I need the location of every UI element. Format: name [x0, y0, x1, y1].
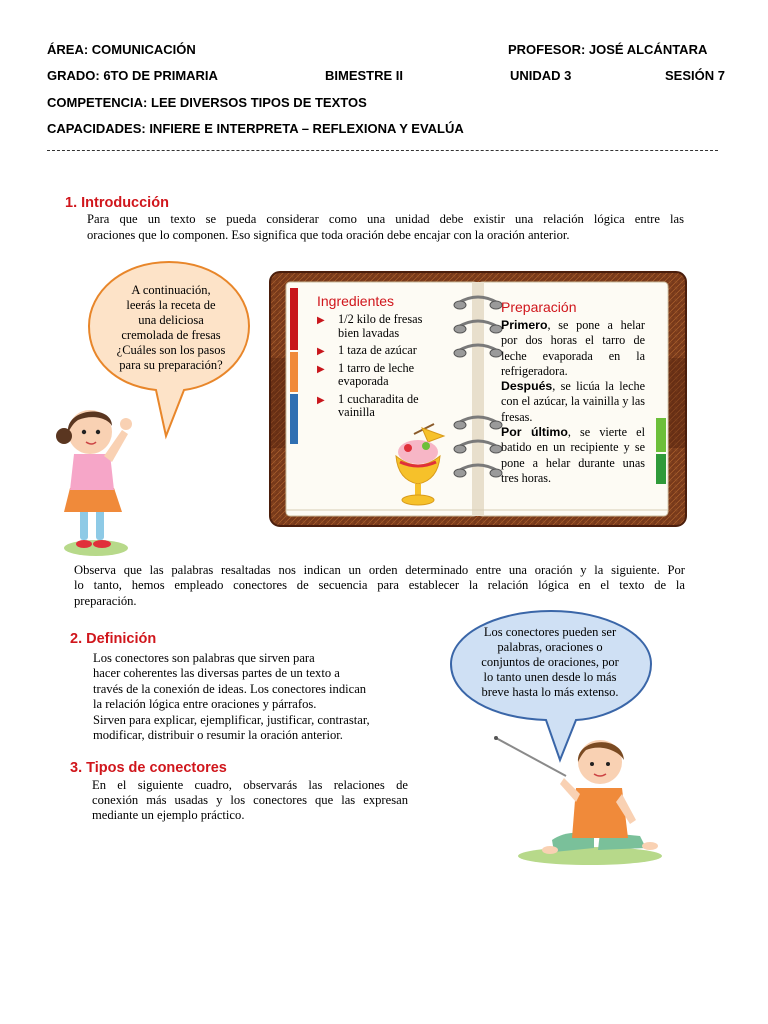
ingredients-list	[316, 313, 440, 424]
girl-pointing-illustration	[52, 396, 144, 561]
definicion-line: hacer coherentes las diversas partes de un texto a	[93, 666, 340, 681]
ice-cream-cup-illustration	[384, 422, 454, 508]
tipos-paragraph-end	[92, 808, 408, 823]
header-grado: GRADO: 6TO DE PRIMARIA	[47, 68, 218, 83]
ring-binder-icon	[452, 283, 504, 501]
ingredient-text: 1 cucharadita de vainilla	[338, 391, 419, 419]
intro-line: Para que un texto se pueda considerar como una unidad debe existir una relación lógica entre las	[87, 212, 684, 226]
bullet-icon: ▶	[317, 315, 325, 326]
header-profesor: PROFESOR: JOSÉ ALCÁNTARA	[508, 42, 708, 57]
step-connector: Por último	[501, 425, 568, 440]
header-sesion: SESIÓN 7	[665, 68, 725, 83]
tipos-line: conexión más usadas y los conectores que las expresan	[92, 793, 408, 808]
observa-paragraph	[74, 563, 685, 594]
step-connector: Después	[501, 379, 553, 394]
bubble-right-text	[460, 625, 640, 700]
preparation-step	[501, 379, 645, 425]
bubble-left-line: para su preparación?	[119, 358, 223, 372]
step-text: , se vierte el batido en un recipiente y se pone a helar durante unas tres horas.	[501, 425, 645, 485]
bubble-right-line: breve hasta lo más extenso.	[481, 685, 619, 699]
bubble-right-line: palabras, oraciones o	[497, 640, 603, 654]
step-text: , se pone a helar por dos horas el tarro de leche evaporada en la refrigeradora.	[501, 318, 645, 378]
bullet-icon: ▶	[317, 346, 325, 357]
ingredient-text: 1/2 kilo de fresas bien lavadas	[338, 312, 423, 340]
preparation-step	[501, 425, 645, 486]
preparation-steps	[501, 318, 645, 486]
step-connector: Primero	[501, 318, 548, 332]
bullet-icon: ▶	[317, 394, 325, 406]
observa-line: lo tanto, hemos empleado conectores de secuencia para establecer la relación lógica en el texto de la	[74, 578, 685, 593]
preparation-step	[501, 318, 645, 379]
bubble-left-line: A continuación,	[131, 283, 211, 297]
tipos-line: En el siguiente cuadro, observarás las relaciones de	[92, 778, 408, 792]
header-unidad: UNIDAD 3	[510, 68, 572, 83]
intro-line: oraciones que lo componen. Eso significa que toda oración debe encajar con la oración anterior.	[87, 228, 570, 242]
bubble-right-line: conjuntos de oraciones, por	[481, 655, 619, 669]
preparation-title: Preparación	[501, 299, 577, 315]
intro-paragraph-end	[87, 228, 684, 243]
ingredient-item	[316, 393, 440, 420]
observa-line: Observa que las palabras resaltadas nos indican un orden determinado entre una oración y la siguiente. Por	[74, 563, 685, 577]
ingredient-item	[316, 362, 440, 389]
ingredient-item	[316, 344, 440, 358]
tipos-line: mediante un ejemplo práctico.	[92, 808, 245, 822]
bubble-left-line: cremolada de fresas	[121, 328, 221, 342]
definicion-line: Sirven para explicar, ejemplificar, justificar, contrastar,	[93, 712, 370, 727]
bubble-left-text	[96, 283, 246, 373]
bubble-right-line: lo tanto unen desde lo más	[483, 670, 617, 684]
ingredient-text: 1 tarro de leche evaporada	[338, 360, 415, 388]
definicion-line: la relación lógica entre oraciones y párrafos.	[93, 697, 317, 712]
bullet-icon: ▶	[317, 363, 325, 375]
header-competencia: COMPETENCIA: LEE DIVERSOS TIPOS DE TEXTOS	[47, 95, 367, 110]
intro-title: 1. Introducción	[65, 195, 169, 211]
observa-line: preparación.	[74, 594, 137, 608]
bubble-left-line: una deliciosa	[138, 313, 204, 327]
definicion-line: modificar, distribuir o resumir la oración anterior.	[93, 728, 343, 743]
definicion-line: Los conectores son palabras que sirven para	[93, 651, 315, 665]
definicion-title: 2. Definición	[70, 631, 157, 647]
intro-paragraph	[87, 212, 684, 227]
tipos-title: 3. Tipos de conectores	[70, 760, 227, 776]
header-area: ÁREA: COMUNICACIÓN	[47, 42, 196, 57]
child-with-pointer-illustration	[490, 732, 670, 866]
header-bimestre: BIMESTRE II	[325, 68, 404, 83]
ingredient-text: 1 taza de azúcar	[338, 343, 417, 357]
header-divider	[47, 150, 718, 151]
step-text: , se licúa la leche con el azúcar, la vainilla y las fresas.	[501, 379, 646, 424]
bubble-right-line: Los conectores pueden ser	[483, 625, 617, 639]
bubble-left-line: leerás la receta de	[126, 298, 216, 312]
definicion-paragraph	[93, 651, 413, 743]
definicion-line: través de la conexión de ideas. Los conectores indican	[93, 681, 367, 696]
header-capacidades: CAPACIDADES: INFIERE E INTERPRETA – REFLEXIONA Y EVALÚA	[47, 121, 464, 136]
tipos-paragraph	[92, 778, 408, 809]
bubble-left-line: ¿Cuáles son los pasos	[116, 343, 226, 357]
ingredient-item	[316, 313, 440, 340]
ingredients-title: Ingredientes	[317, 293, 395, 309]
